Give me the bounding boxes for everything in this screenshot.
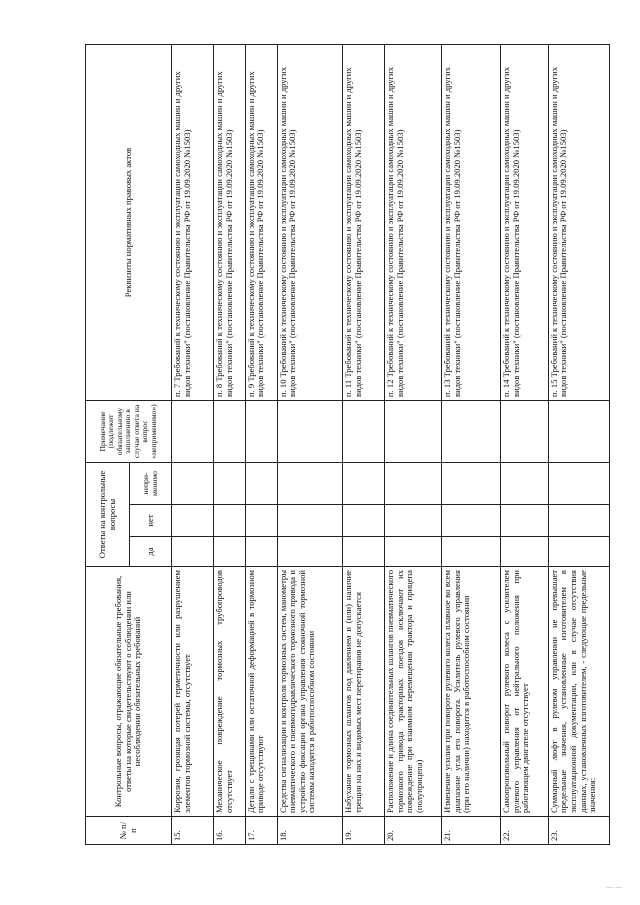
row-answer-no — [442, 505, 501, 537]
header-yes: да — [130, 537, 172, 567]
row-question: Коррозия, грозящая потерей герметичности или разрушением элементов тормозной системы, отсутствует — [172, 567, 214, 817]
row-answer-yes — [442, 537, 501, 567]
row-answer-no — [385, 505, 442, 537]
row-question: Набухание тормозных шлангов под давлением и (или) наличие трещин на них и видимых мест перетирания не допускается — [342, 567, 384, 817]
row-answer-na — [172, 462, 214, 504]
row-requisites: п. 15 Требований к техническому состоянию и эксплуатации самоходных машин и других видов техники" (постановление Правительства РФ от 19.09.2020 №1503) — [548, 44, 609, 400]
row-answer-yes — [214, 537, 246, 567]
row-number: 22. — [501, 817, 548, 845]
row-question: Механическое повреждение тормозных трубопроводов отсутствует — [214, 567, 246, 817]
row-note — [214, 400, 246, 462]
header-num: № п/п — [86, 817, 172, 845]
row-requisites: п. 10 Требований к техническому состоянию и эксплуатации самоходных машин и других видов техники" (постановление Правительства РФ от 19.09.2020 №1503) — [277, 44, 342, 400]
row-requisites: п. 13 Требований к техническому состоянию и эксплуатации самоходных машин и других видов техники" (постановление Правительства РФ от 19.09.2020 №1503) — [442, 44, 501, 400]
row-answer-no — [277, 505, 342, 537]
row-question: Самопроизвольный поворот рулевого колеса с усилителем рулевого управления от нейтрального положения при работающем двигателе отсутствует — [501, 567, 548, 817]
row-question: Детали с трещинами или остаточной деформацией в тормозном приводе отсутствуют — [245, 567, 277, 817]
row-answer-no — [501, 505, 548, 537]
table-row — [501, 44, 548, 844]
row-number: 17. — [245, 817, 277, 845]
row-note — [342, 400, 384, 462]
row-note — [172, 400, 214, 462]
row-question: Расположение и длина соединительных шлангов пневматического тормозного привода тракторных поездов исключают их повреждение при взаимном перемещении трактора и прицепа (полуприцепа) — [385, 567, 442, 817]
row-requisites: п. 14 Требований к техническому состоянию и эксплуатации самоходных машин и других видов техники" (постановление Правительства РФ от 19.09.2020 №1503) — [501, 44, 548, 400]
header-no: нет — [130, 505, 172, 537]
row-answer-no — [342, 505, 384, 537]
table-row — [277, 44, 342, 844]
table-row — [214, 44, 246, 844]
row-answer-na — [385, 462, 442, 504]
table-body — [172, 44, 610, 844]
row-answer-na — [277, 462, 342, 504]
row-number: 23. — [548, 817, 609, 845]
checklist-table — [85, 44, 610, 845]
row-answer-no — [172, 505, 214, 537]
row-number: 19. — [342, 817, 384, 845]
row-answer-na — [548, 462, 609, 504]
table-header-row — [86, 44, 130, 844]
row-note — [385, 400, 442, 462]
header-answers-group: Ответы на контрольные вопросы — [86, 462, 130, 566]
table-row — [442, 44, 501, 844]
row-answer-yes — [342, 537, 384, 567]
row-answer-na — [342, 462, 384, 504]
row-answer-yes — [172, 537, 214, 567]
row-requisites: п. 11 Требований к техническому состоянию и эксплуатации самоходных машин и других видов техники" (постановление Правительства РФ от 19.09.2020 №1503) — [342, 44, 384, 400]
row-answer-no — [245, 505, 277, 537]
row-requisites: п. 12 Требований к техническому состоянию и эксплуатации самоходных машин и других видов техники" (постановление Правительства РФ от 19.09.2020 №1503) — [385, 44, 442, 400]
row-note — [245, 400, 277, 462]
row-number: 21. — [442, 817, 501, 845]
row-note — [442, 400, 501, 462]
row-answer-yes — [548, 537, 609, 567]
row-question: Средства сигнализации и контроля тормозных систем, манометры пневматического и пневмогидравлического тормозного привода и устройство фиксации органа управления стояночной тормозной системы находятся в работоспособном состоянии — [277, 567, 342, 817]
row-question: Изменение усилия при повороте рулевого колеса плавное во всем диапазоне угла его поворота. Усилитель рулевого управления (при его наличии) находится в работоспособном состоянии — [442, 567, 501, 817]
row-requisites: п. 9 Требований к техническому состоянию и эксплуатации самоходных машин и других видов техники" (постановление Правительства РФ от 19.09.2020 №1503) — [245, 44, 277, 400]
row-answer-na — [214, 462, 246, 504]
page-corner-mark: — — — [606, 883, 622, 891]
row-number: 15. — [172, 817, 214, 845]
row-requisites: п. 8 Требований к техническому состоянию и эксплуатации самоходных машин и других видов техники" (постановление Правительства РФ от 19.09.2020 №1503) — [214, 44, 246, 400]
row-number: 18. — [277, 817, 342, 845]
row-answer-na — [501, 462, 548, 504]
row-answer-yes — [277, 537, 342, 567]
table-row — [342, 44, 384, 844]
row-answer-no — [548, 505, 609, 537]
header-question: Контрольные вопросы, отражающие обязательные требования, ответы на которые свидетельствуют о соблюдении или несоблюдении обязательных требований — [86, 567, 172, 817]
header-note: Примечание (подлежит обязательному заполнению в случае ответа на вопрос «неприменимо») — [86, 400, 172, 462]
rotated-table-region — [85, 45, 610, 845]
row-answer-na — [245, 462, 277, 504]
row-number: 16. — [214, 817, 246, 845]
row-answer-no — [214, 505, 246, 537]
table-row — [385, 44, 442, 844]
row-requisites: п. 7 Требований к техническому состоянию и эксплуатации самоходных машин и других видов техники" (постановление Правительства РФ от 19.09.2020 №1503) — [172, 44, 214, 400]
row-note — [548, 400, 609, 462]
table-rotation-wrapper — [85, 45, 610, 845]
row-answer-yes — [501, 537, 548, 567]
row-number: 20. — [385, 817, 442, 845]
row-note — [501, 400, 548, 462]
row-question: Суммарный люфт в рулевом управлении не превышает предельные значения, установленные изготовителем в эксплуатационной документации, или в случае отсутствия данных, установленных изготовителем, - следующие предельные значения: — [548, 567, 609, 817]
row-answer-na — [442, 462, 501, 504]
row-answer-yes — [245, 537, 277, 567]
row-note — [277, 400, 342, 462]
table-row — [548, 44, 609, 844]
table-row — [245, 44, 277, 844]
row-answer-yes — [385, 537, 442, 567]
header-requisites: Реквизиты нормативных правовых актов — [86, 44, 172, 400]
header-na: непри-менимо — [130, 462, 172, 504]
table-row — [172, 44, 214, 844]
